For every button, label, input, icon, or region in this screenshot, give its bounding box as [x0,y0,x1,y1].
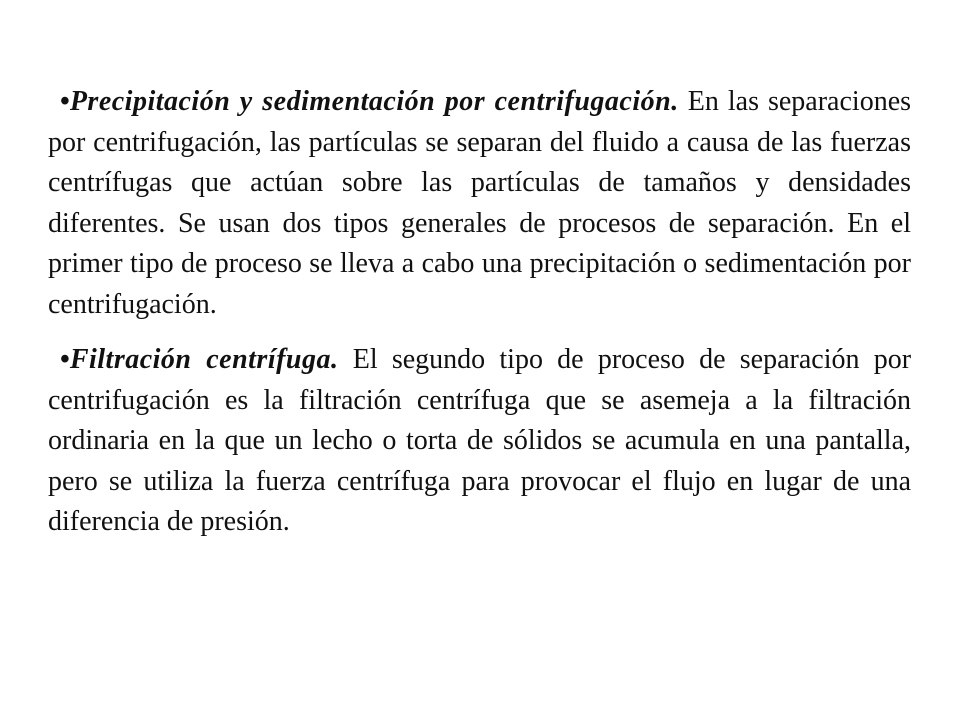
term-precipitacion: Precipitación y sedimentación por centrifugación. [69,86,679,117]
term-filtracion: Filtración centrífuga. [69,344,339,375]
slide-body [48,82,911,543]
bullet-icon: • [60,344,70,375]
paragraph-text-filtracion: El segundo tipo de proceso de separación por centrifugación es la filtración centrífuga que se asemeja a la filtración ordinaria en la que un lecho o torta de sólidos se acumula en una pantalla, pero se utiliza la fuerza centrífuga para provocar el flujo en lugar de una diferencia de presión. [48,344,912,537]
bullet-icon: • [60,86,70,117]
paragraph-precipitacion [48,82,911,325]
paragraph-filtracion [48,340,911,543]
paragraph-text-precipitacion: En las separaciones por centrifugación, las partículas se separan del fluido a causa de las fuerzas centrífugas que actúan sobre las partículas de tamaños y densidades diferentes. Se usan dos tipos generales de procesos de separación. En el primer tipo de proceso se lleva a cabo una precipitación o sedimentación por centrifugación. [48,86,912,320]
